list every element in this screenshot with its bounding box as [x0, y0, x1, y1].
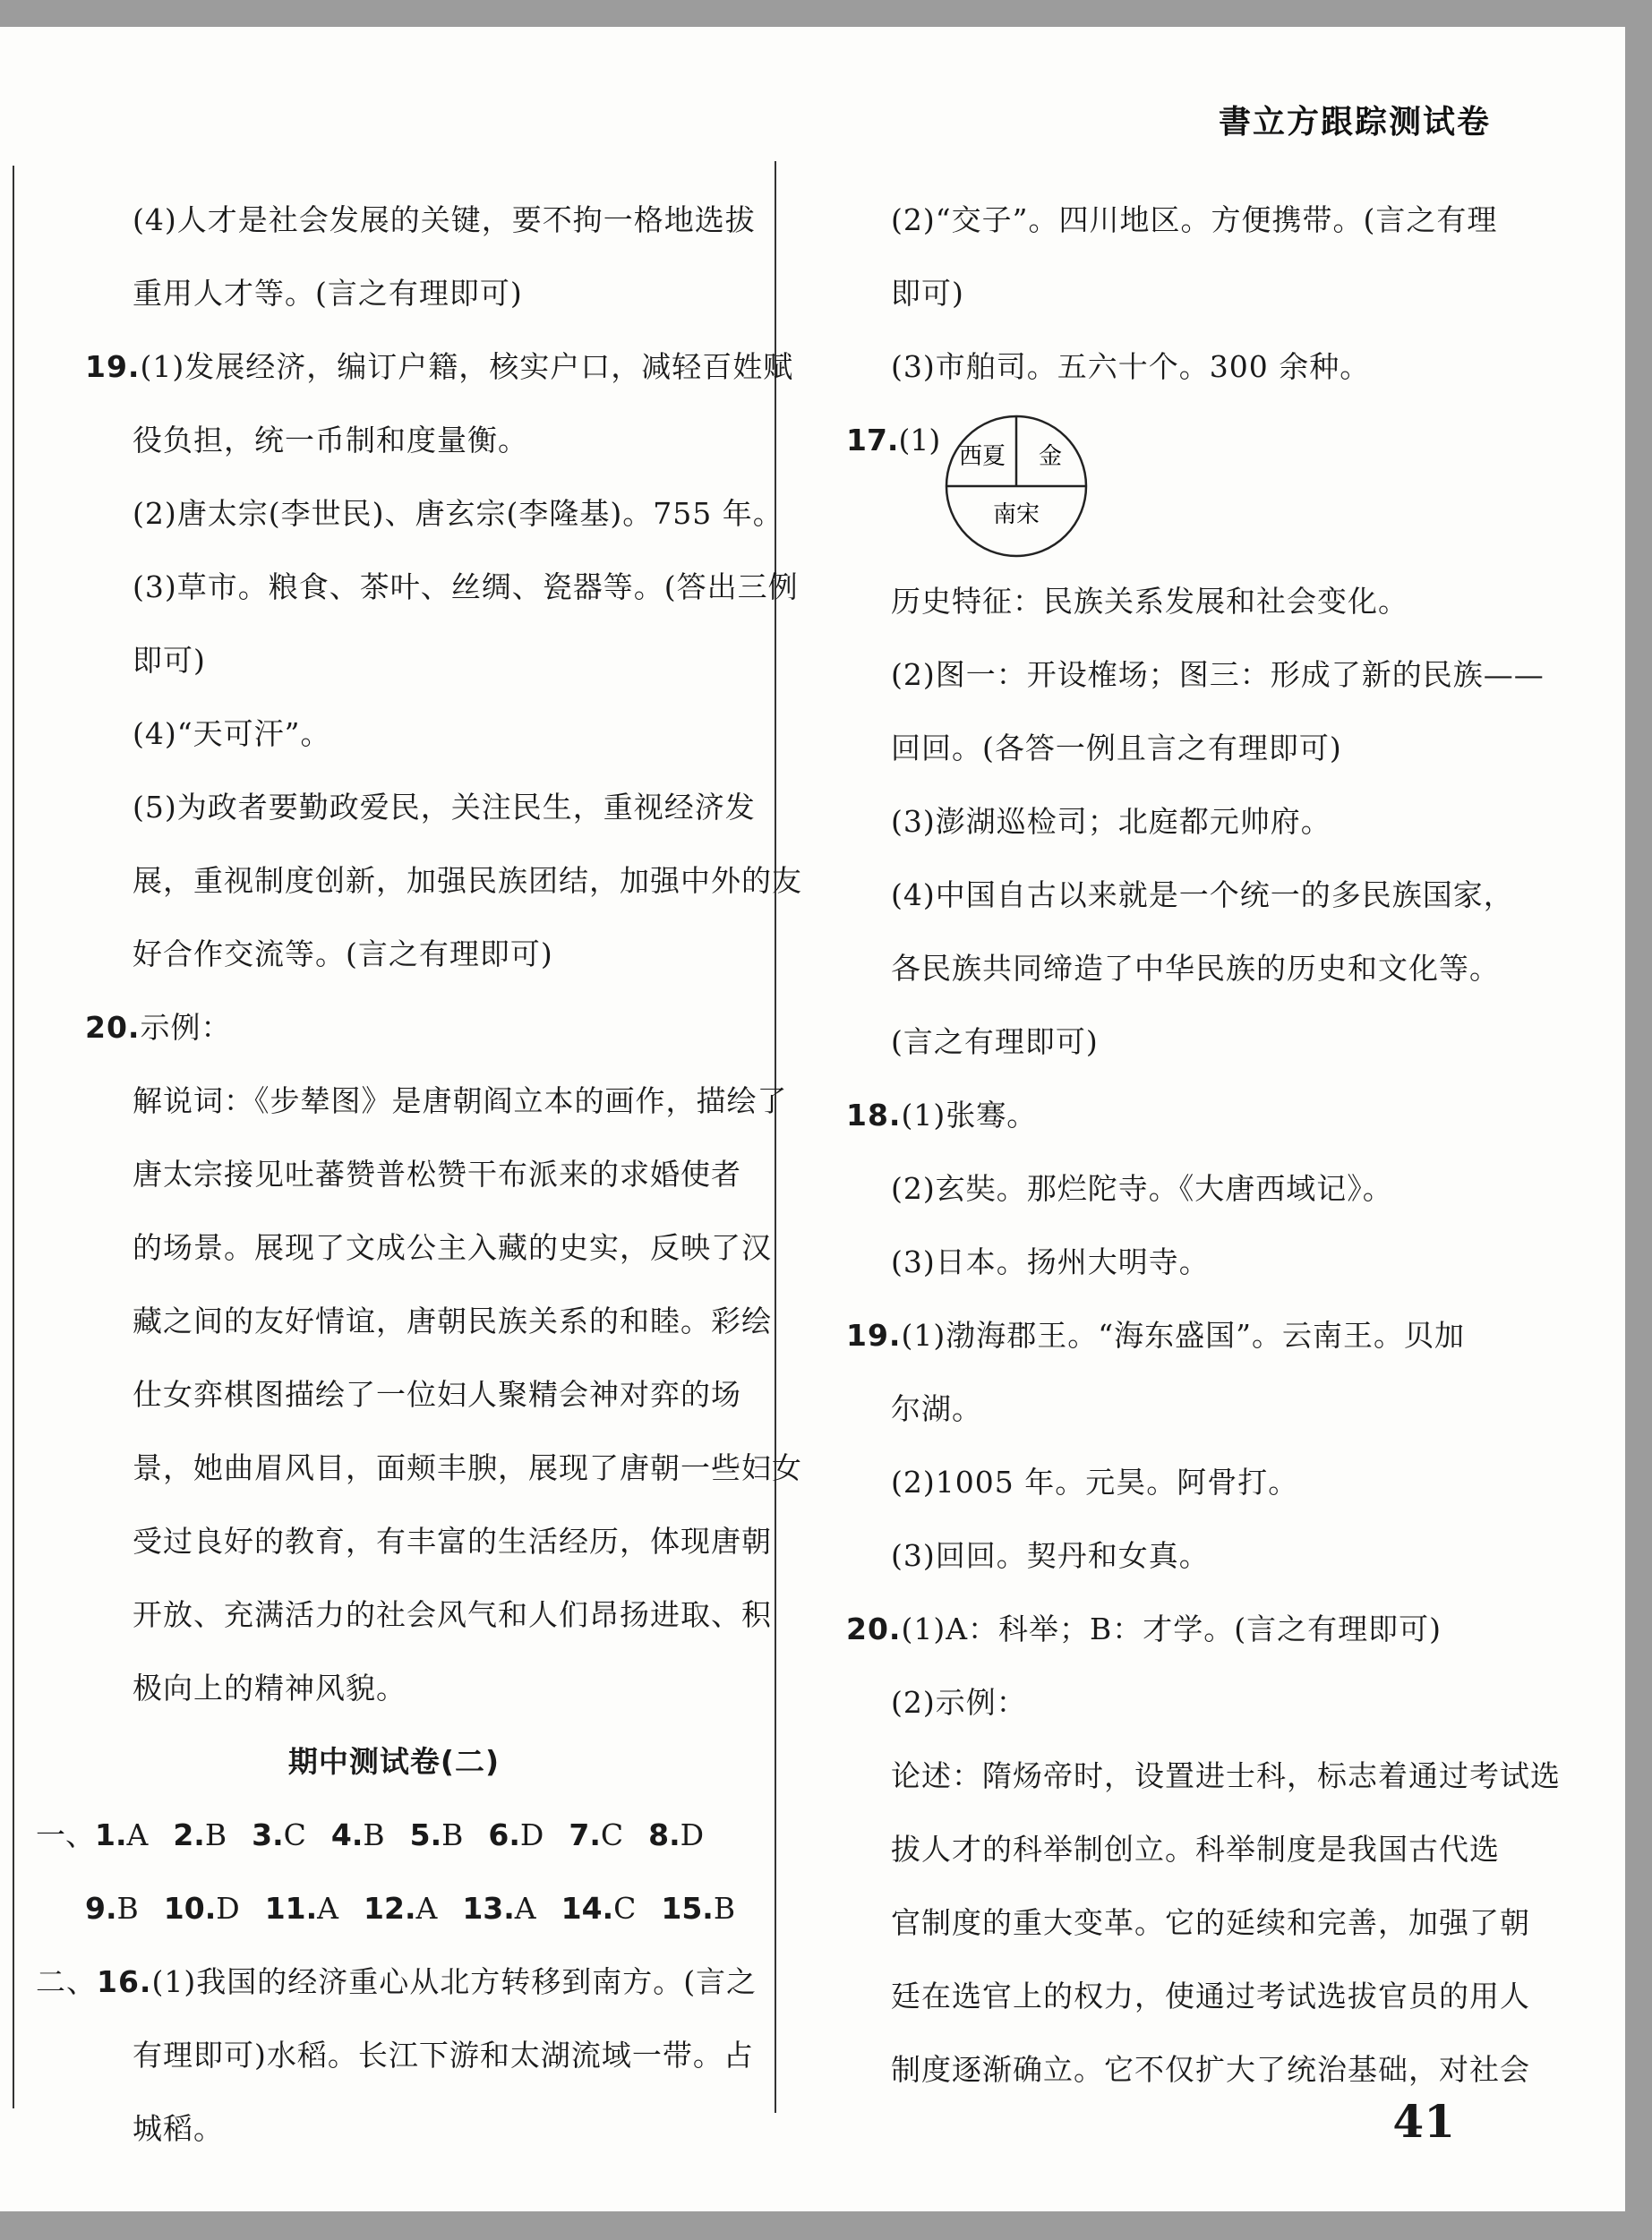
regime-circle-diagram [936, 415, 1097, 558]
choice-number: 12. [364, 1891, 416, 1926]
question-16-line [36, 1945, 758, 2019]
text-line: (3)草市。粮食、茶叶、丝绸、瓷器等。(答出三例 [133, 569, 799, 604]
left-margin-rule [13, 166, 14, 2108]
question-number: 19. [85, 349, 141, 384]
question-20-line [36, 991, 752, 1064]
choice-number: 6. [488, 1817, 520, 1852]
choice-letter: C [600, 1817, 624, 1852]
choice-answer [661, 1872, 735, 1945]
choice-letter: A [415, 1891, 438, 1926]
question-number: 20. [85, 1010, 141, 1045]
choice-answer [85, 1872, 139, 1945]
question-17-diagram-row [846, 404, 1571, 565]
choice-answer [410, 1799, 464, 1872]
choice-answer [331, 1799, 385, 1872]
question-number: 16. [97, 1964, 152, 1999]
choice-number: 2. [173, 1817, 205, 1852]
choice-letter: B [116, 1891, 139, 1926]
choice-letter: D [680, 1817, 705, 1852]
choice-letter: D [519, 1817, 544, 1852]
text-line: (言之有理即可) [891, 1024, 1099, 1059]
text-line: 唐太宗接见吐蕃赞普松赞干布派来的求婚使者 [133, 1157, 741, 1192]
answer-text: 示例： [140, 1010, 232, 1045]
choice-answer [173, 1799, 227, 1872]
text-line: (2)唐太宗(李世民)、唐玄宗(李隆基)。755 年。 [133, 496, 783, 531]
choice-letter: C [283, 1817, 306, 1852]
answer-page [0, 27, 1625, 2211]
choice-answer [164, 1872, 240, 1945]
text-line: 景，她曲眉风目，面颊丰腴，展现了唐朝一些妇女 [133, 1450, 802, 1485]
text-line: 尔湖。 [891, 1391, 982, 1426]
text-line: 即可) [133, 643, 206, 678]
question-19-line [846, 1299, 1571, 1372]
text-line: 藏之间的友好情谊，唐朝民族关系的和睦。彩绘 [133, 1304, 772, 1338]
choice-number: 8. [648, 1817, 680, 1852]
choice-letter: A [317, 1891, 339, 1926]
choice-answers-row-2 [36, 1872, 752, 1945]
text-line: 各民族共同缔造了中华民族的历史和文化等。 [891, 951, 1500, 986]
choice-number: 15. [661, 1891, 714, 1926]
choice-answers-row-1 [36, 1799, 752, 1872]
text-line: 展，重视制度创新，加强民族团结，加强中外的友 [133, 863, 802, 898]
choice-number: 5. [409, 1817, 442, 1852]
page-header: 書立方跟踪测试卷 [1218, 104, 1491, 141]
question-number: 20. [846, 1612, 902, 1646]
choice-answer [561, 1872, 637, 1945]
page-number: 41 [1392, 2095, 1455, 2148]
choice-answer [265, 1872, 338, 1945]
question-18-line [846, 1079, 1571, 1152]
choice-letter: C [613, 1891, 637, 1926]
choice-answer [488, 1799, 544, 1872]
text-line: 廷在选官上的权力，使通过考试选拔官员的用人 [891, 1979, 1530, 2013]
choice-number: 11. [264, 1891, 318, 1926]
text-line: 重用人才等。(言之有理即可) [133, 276, 523, 311]
text-line: (4)人才是社会发展的关键，要不拘一格地选拔 [133, 202, 756, 237]
text-line: 好合作交流等。(言之有理即可) [133, 936, 553, 971]
diagram-label-jin: 金 [1038, 443, 1063, 470]
choice-number: 14. [561, 1891, 614, 1926]
left-column [36, 184, 802, 2166]
text-line: (4)中国自古以来就是一个统一的多民族国家， [891, 877, 1514, 912]
text-line: 有理即可)水稻。长江下游和太湖流域一带。占 [133, 2038, 754, 2073]
text-line: (3)回回。契丹和女真。 [891, 1538, 1210, 1573]
sub-label: (1) [898, 423, 941, 457]
question-number: 17. [846, 423, 899, 457]
choice-letter: B [713, 1891, 736, 1926]
text-line: 仕女弈棋图描绘了一位妇人聚精会神对弈的场 [133, 1377, 741, 1412]
text-line: 解说词：《步辇图》是唐朝阎立本的画作，描绘了 [133, 1083, 788, 1118]
choice-number: 4. [330, 1817, 364, 1852]
text-line: (5)为政者要勤政爱民，关注民生，重视经济发 [133, 790, 756, 825]
part-prefix: 二、 [36, 1964, 97, 1999]
choice-number: 1. [95, 1817, 127, 1852]
answer-text: (1)A：科举；B：才学。(言之有理即可) [901, 1612, 1442, 1646]
question-20-line [846, 1593, 1571, 1666]
answer-text: (1)我国的经济重心从北方转移到南方。(言之 [151, 1964, 758, 1999]
choice-answer [252, 1799, 306, 1872]
text-line: 拔人才的科举制创立。科举制度是我国古代选 [891, 1832, 1500, 1867]
text-line: (2)“交子”。四川地区。方便携带。(言之有理 [891, 202, 1498, 237]
question-19-line [36, 330, 794, 404]
text-line: (4)“天可汗”。 [133, 716, 331, 751]
choice-letter: B [204, 1817, 227, 1852]
answer-text: (1)发展经济，编订户籍，核实户口，减轻百姓赋 [140, 349, 794, 384]
text-line: (3)澎湖巡检司；北庭都元帅府。 [891, 804, 1331, 839]
text-line: 受过良好的教育，有丰富的生活经历，体现唐朝 [133, 1524, 772, 1559]
choice-letter: D [216, 1891, 240, 1926]
text-line: 极向上的精神风貌。 [133, 1671, 407, 1706]
choice-letter: A [126, 1817, 149, 1852]
text-line: 的场景。展现了文成公主入藏的史实，反映了汉 [133, 1230, 772, 1265]
choice-answer [462, 1872, 535, 1945]
text-line: 制度逐渐确立。它不仅扩大了统治基础，对社会 [891, 2052, 1530, 2087]
text-line: (2)1005 年。元昊。阿骨打。 [891, 1465, 1299, 1500]
text-line: (2)玄奘。那烂陀寺。《大唐西域记》。 [891, 1171, 1393, 1206]
text-line: (3)市舶司。五六十个。300 余种。 [891, 349, 1371, 384]
choice-number: 7. [569, 1817, 601, 1852]
choice-number: 3. [252, 1817, 284, 1852]
choice-number: 13. [462, 1891, 515, 1926]
answer-text: (1)张骞。 [901, 1098, 1038, 1133]
choice-answer [648, 1799, 704, 1872]
question-number: 18. [846, 1098, 902, 1133]
text-line: 役负担，统一币制和度量衡。 [133, 423, 528, 457]
diagram-label-xixia: 西夏 [958, 443, 1006, 470]
diagram-label-nansong: 南宋 [992, 501, 1040, 528]
part-prefix: 一、 [36, 1817, 95, 1852]
answer-text: (1)渤海郡王。“海东盛国”。云南王。贝加 [901, 1318, 1465, 1353]
choice-number: 9. [85, 1891, 117, 1926]
choice-answer [95, 1799, 148, 1872]
text-line: 城稻。 [133, 2111, 224, 2146]
text-line: 回回。(各答一例且言之有理即可) [891, 731, 1342, 765]
text-line: (2)图一：开设榷场；图三：形成了新的民族—— [891, 657, 1545, 692]
choice-answer [569, 1799, 623, 1872]
section-title: 期中测试卷(二) [287, 1744, 501, 1779]
choice-letter: B [363, 1817, 385, 1852]
question-number: 19. [846, 1318, 902, 1353]
choice-number: 10. [163, 1891, 217, 1926]
text-line: (2)示例： [891, 1685, 1027, 1720]
text-line: 历史特征：民族关系发展和社会变化。 [891, 584, 1408, 619]
right-column [846, 184, 1571, 2107]
text-line: 开放、充满活力的社会风气和人们昂扬进取、积 [133, 1597, 772, 1632]
text-line: (3)日本。扬州大明寺。 [891, 1244, 1210, 1279]
choice-letter: B [441, 1817, 464, 1852]
question-17-label [846, 404, 940, 477]
choice-letter: A [514, 1891, 536, 1926]
text-line: 官制度的重大变革。它的延续和完善，加强了朝 [891, 1905, 1530, 1940]
text-line: 论述：隋炀帝时，设置进士科，标志着通过考试选 [891, 1758, 1561, 1793]
text-line: 即可) [891, 276, 964, 311]
choice-answer [364, 1872, 437, 1945]
